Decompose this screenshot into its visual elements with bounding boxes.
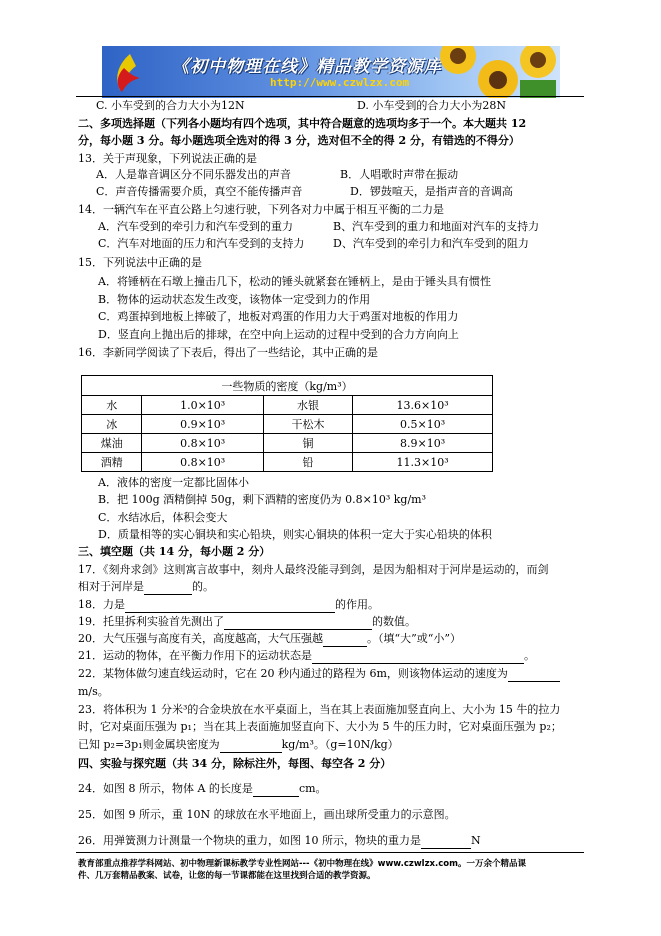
footer-line-1: 教育部重点推荐学科网站、初中物理新课标教学专业性网站---《初中物理在线》www.czwlzx.com。一万余个精品课 (78, 859, 526, 869)
q21-answer-blank[interactable] (312, 649, 524, 664)
table-cell: 8.9×10³ (353, 434, 493, 453)
q13-option-c: C．声音传播需要介质，真空不能传播声音 (96, 185, 303, 198)
table-row (82, 396, 493, 415)
banner-url[interactable]: http://www.czwlzx.com (270, 76, 410, 89)
q23-stem-end (78, 738, 399, 753)
q20-text: 20．大气压强与高度有关，高度越高，大气压强越 (78, 632, 323, 645)
q17-text-end: 的。 (192, 580, 214, 593)
q23-stem: 23．将体积为 1 分米³的合金块放在水平桌面上，当在其上表面施加竖直向上、大小为 15 牛的拉力 (78, 703, 561, 716)
q20-stem (78, 632, 461, 647)
q23-answer-blank[interactable] (220, 738, 282, 753)
footer-line-2: 件、几万套精品教案、试卷，让您的每一节课都能在这里找到合适的教学资源。 (78, 871, 376, 881)
q23-stem-cont: 时，它对桌面压强为 p₁；当在其上表面施加竖直向下、大小为 5 牛的压力时，它对桌面压强为 p₂； (78, 720, 562, 733)
q17-text: 相对于河岸是 (78, 580, 144, 593)
table-cell: 铜 (263, 434, 352, 453)
table-cell: 干松木 (263, 415, 352, 434)
q17-answer-blank[interactable] (144, 580, 192, 595)
q16-stem: 16．李新同学阅读了下表后，得出了一些结论，其中正确的是 (78, 346, 378, 359)
q16-option-d: D．质量相等的实心铜块和实心铅块，则实心铜块的体积一定大于实心铅块的体积 (98, 528, 492, 541)
density-table-caption: 一些物质的密度（kg/m³） (82, 376, 493, 396)
q14-option-b: B、汽车受到的重力和地面对汽车的支持力 (333, 220, 540, 233)
table-row (82, 453, 493, 472)
q13-option-d: D．锣鼓喧天，是指声音的音调高 (350, 185, 513, 198)
q22-stem (78, 667, 560, 682)
q16-option-a: A．液体的密度一定都比固体小 (98, 476, 249, 489)
section4-heading: 四、实验与探究题（共 34 分，除标注外，每图、每空各 2 分） (78, 757, 392, 770)
site-logo-icon (110, 50, 148, 94)
section2-heading-cont: 分，每小题 3 分。每小题选项全选对的得 3 分，选对但不全的得 2 分，有错选的不得分） (78, 134, 520, 147)
table-row (82, 434, 493, 453)
q23-text: 已知 p₂=3p₁则金属块密度为 (78, 738, 220, 751)
table-row (82, 415, 493, 434)
table-cell: 冰 (82, 415, 142, 434)
q13-stem: 13．关于声现象，下列说法正确的是 (78, 152, 257, 165)
table-cell: 酒精 (82, 453, 142, 472)
density-table (81, 375, 493, 472)
q19-answer-blank[interactable] (224, 615, 372, 630)
q24-answer-blank[interactable] (253, 782, 299, 797)
q14-stem: 14．一辆汽车在平直公路上匀速行驶，下列各对力中属于相互平衡的二力是 (78, 203, 444, 216)
q20-text-end: 。（填“大”或“小”） (367, 632, 461, 645)
q12-option-c: C. 小车受到的合力大小为12N (96, 99, 245, 112)
q19-stem (78, 615, 416, 630)
table-cell: 水银 (263, 396, 352, 415)
section3-heading: 三、填空题（共 14 分，每小题 2 分） (78, 545, 271, 558)
q21-text-end: 。 (524, 649, 535, 662)
q22-text: 22．某物体做匀速直线运动时，它在 20 秒内通过的路程为 6m，则该物体运动的速度为 (78, 667, 508, 680)
q21-stem (78, 649, 535, 664)
section2-heading: 二、多项选择题（下列各小题均有四个选项，其中符合题意的选项均多于一个。本大题共 12 (78, 117, 527, 130)
q15-stem: 15．下列说法中正确的是 (78, 256, 202, 269)
q14-option-d: D、汽车受到的牵引力和汽车受到的阻力 (333, 237, 529, 250)
table-cell: 水 (82, 396, 142, 415)
table-cell: 1.0×10³ (142, 396, 263, 415)
q13-option-a: A．人是靠音调区分不同乐器发出的声音 (96, 168, 291, 181)
table-cell: 13.6×10³ (353, 396, 493, 415)
table-cell: 0.9×10³ (142, 415, 263, 434)
q17-stem: 17．《刻舟求剑》这则寓言故事中，刻舟人最终没能寻到剑，是因为船相对于河岸是运动的，而剑 (78, 563, 549, 576)
q15-option-c: C．鸡蛋掉到地板上摔破了，地板对鸡蛋的作用力大于鸡蛋对地板的作用力 (98, 310, 459, 323)
q23-text-end: kg/m³。（g=10N/kg） (281, 738, 399, 751)
q21-text: 21．运动的物体，在平衡力作用下的运动状态是 (78, 649, 312, 662)
q17-stem-cont (78, 580, 214, 595)
header-banner (102, 46, 560, 98)
q22-answer-blank[interactable] (508, 667, 560, 682)
q24-text-end: cm。 (298, 782, 327, 795)
q16-option-b: B．把 100g 酒精倒掉 50g，剩下酒精的密度仍为 0.8×10³ kg/m³ (98, 493, 427, 506)
q19-text-end: 的数值。 (372, 615, 416, 628)
q15-option-a: A．将锤柄在石墩上撞击几下，松动的锤头就紧套在锤柄上，是由于锤头具有惯性 (98, 275, 491, 288)
q26-stem (78, 834, 481, 849)
table-cell: 铅 (263, 453, 352, 472)
q12-option-d: D. 小车受到的合力大小为28N (357, 99, 507, 112)
table-cell: 0.8×10³ (142, 453, 263, 472)
q18-text: 18．力是 (78, 598, 125, 611)
q25-stem: 25．如图 9 所示，重 10N 的球放在水平地面上，画出球所受重力的示意图。 (78, 808, 456, 821)
sunflower-image (436, 46, 556, 98)
q14-option-c: C．汽车对地面的压力和汽车受到的支持力 (98, 237, 305, 250)
q18-stem (78, 598, 379, 613)
q26-answer-blank[interactable] (421, 834, 471, 849)
q15-option-b: B．物体的运动状态发生改变，该物体一定受到力的作用 (98, 293, 371, 306)
q18-text-end: 的作用。 (335, 598, 379, 611)
q16-option-c: C．水结冰后，体积会变大 (98, 511, 228, 524)
footer-rule (76, 852, 584, 853)
banner-title: 《初中物理在线》精品教学资源库 (172, 57, 442, 77)
table-cell: 煤油 (82, 434, 142, 453)
header-rule (76, 96, 584, 97)
q15-option-d: D．竖直向上抛出后的排球，在空中向上运动的过程中受到的合力方向向上 (98, 328, 459, 341)
table-cell: 0.8×10³ (142, 434, 263, 453)
q13-option-b: B．人唱歌时声带在振动 (340, 168, 459, 181)
table-cell: 0.5×10³ (353, 415, 493, 434)
q22-unit: m/s。 (78, 685, 109, 698)
table-cell: 11.3×10³ (353, 453, 493, 472)
q20-answer-blank[interactable] (323, 632, 367, 647)
q26-text: 26．用弹簧测力计测量一个物块的重力，如图 10 所示，物块的重力是 (78, 834, 421, 847)
q24-text: 24．如图 8 所示，物体 A 的长度是 (78, 782, 253, 795)
q18-answer-blank[interactable] (125, 598, 335, 613)
q24-stem (78, 782, 327, 797)
q19-text: 19．托里拆利实验首先测出了 (78, 615, 224, 628)
q14-option-a: A．汽车受到的牵引力和汽车受到的重力 (98, 220, 293, 233)
q26-text-end: N (471, 834, 481, 847)
